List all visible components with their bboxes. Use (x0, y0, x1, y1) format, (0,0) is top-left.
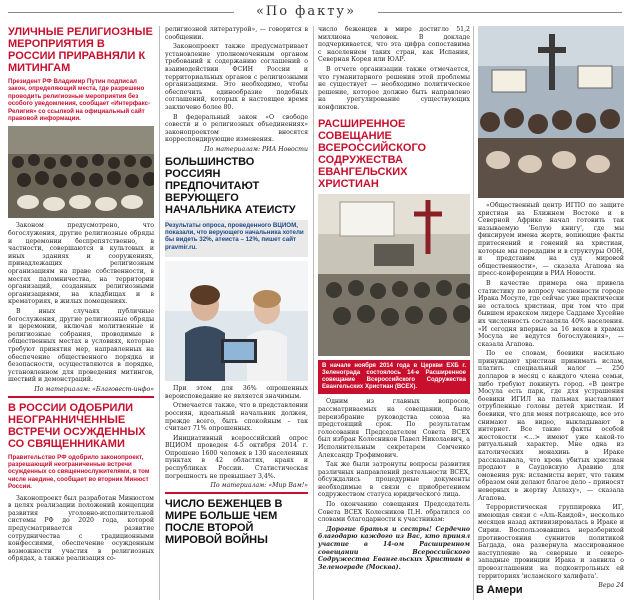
article-paragraph: Законом предусмотрено, что богослужения, другие религиозные обряды и церемонии беспрепятственно, в частности, совершаются в культовых и иных зданиях и сооружениях, принадлежащих религиозным организациям на праве собственности, в местах паломничества, на территории организаций, созданных религиозными организациями, на кладбищах и в крематориях, в жилых помещениях. (8, 222, 154, 306)
source-credit: По материалам: «Благовест-инфо» (34, 385, 154, 393)
article-paragraph: религиозной литературой», — говорится в сообщении. (165, 26, 308, 41)
office-meeting-photo (165, 261, 308, 381)
article-lead: Президент РФ Владимир Путин подписал закон, определяющий места, где разрешено проводить религиозные мероприятия без особого уведомления, сообщает «Интерфакс-Религия» со ссылкой на официальный сайт правовой информации. (8, 78, 151, 123)
article-paragraph: Отмечается также, что в представлении россиян, идеальный начальник должен, прежде всего, быть спокойным – так считает 71% опрошенных. (165, 402, 308, 433)
article-block (165, 492, 308, 546)
source-credit: По материалам: РИА Новости (204, 145, 308, 153)
article-paragraph: Так же были затронуты вопросы развития различных направлений деятельности ВСЕХ, обсуждались процедурные документы необходимые в связи с приобретением содружеством статуса юридического лица. (318, 461, 470, 499)
article-paragraph: Инициативный всероссийский опрос ВЦИОМ проведен 4-5 октября 2014 г. Опрошено 1600 человек в 130 населенных пунктах в 42 областях, краях и республиках России. Статистическая погрешность не превышает 3,4%. (165, 434, 308, 480)
article-headline: ЧИСЛО БЕЖЕНЦЕВ В МИРЕ БОЛЬШЕ ЧЕМ ПОСЛЕ ВТОРОЙ МИРОВОЙ ВОЙНЫ (165, 497, 283, 546)
crowd-prayer-image (8, 126, 154, 218)
article-headline: БОЛЬШИНСТВО РОССИЯН ПРЕДПОЧИТАЮТ ВЕРУЮЩЕГО НАЧАЛЬНИКА АТЕИСТУ (165, 155, 296, 216)
article-paragraph: По ее словам, боевики насильно принуждают христиан принимать ислам, платить специальный налог — 250 долларов в месяц с каждого члена семьи, либо требуют покинуть город. «В центре Мосула есть парк, где для устрашения боевики ИГИЛ на пальмах выставляют отрубленные головы детей христиан. И боевики, что для меня потрясающе, все это снимают на видео, выкладывают в интернет. Все такие факты особой жестокости <...> имеют уже какой-то ритуальный характер. Мне одна из католических монахинь в Ираке рассказывала, что кровь убитых христиан продают в Саудовскую Аравию для омовения рук: исламисты верят, что таким образом они делают благое дело – приносят неверных в жертву Аллаху», — сказала Агапова. (478, 350, 624, 502)
article-paragraph: По окончанию совещания Председатель Совета ВСЕХ Колесников П.Н. обратился со словами благодарности к участникам: (318, 501, 470, 524)
article-paragraph: В качестве примера она привела статистику по вопросу численности городе Ирака Мосуле, где сейчас уже практически не осталось христиан, при том что при бывшем иракском лидере Саддаме Хусейне их численность составляла 40% населения. «И сегодня впервые за 16 веков в храмах Мосула не ведутся богослужения», — сказала Агапова. (478, 279, 624, 348)
article-paragraph: «Общественный центр ИГПО по защите христиан на Ближнем Востоке и в Северной Африке начал готовить так называемую 'Белую книгу', где мы фиксируем имена жертв, вопиющие факты притеснений и гонений на христиан, которые мы передадим и в структуры ООН, и представим на суд мировой общественности», — сказала Агапова на пресс-конференции в РИА Новости. (478, 202, 624, 278)
column-divider (159, 26, 160, 600)
article-headline: УЛИЧНЫЕ РЕЛИГИОЗНЫЕ МЕРОПРИЯТИЯ В РОССИИ ПРИРАВНЯЛИ К МИТИНГАМ (8, 26, 153, 74)
article-paragraph: Законопроект был разработан Минюстом в целях реализации положений концепции развития уголовно-исполнительной системы РФ до 2020 года, которой предусматривается развитие сотрудничества с традиционными конфессиями, обеспечение осужденным возможности участия в религиозных обрядах, а также реализация со- (8, 494, 154, 563)
article-paragraph: При этом для 36% опрошенных вероисповедание не является значимым. (165, 385, 308, 400)
photo-caption: В начале ноября 2014 года в Церкви ЕХБ г. Зеленограда состоялось 14-е Расширенное совещание Всероссийского Содружества Евангельских Христиан (ВСЕХ). (318, 360, 470, 395)
column-3 (318, 26, 470, 573)
article-paragraph: В федеральный закон «О свободе совести и о религиозных объединениях» законопроектом вносятся корреспондирующие изменения. (165, 113, 308, 144)
article-paragraph: В отчете организации также отмечается, что гуманитарного решения этой проблемы не существует — необходимо политическое решение, которое должно быть направлено на урегулирование существующих конфликтов. (318, 65, 470, 111)
column-4 (478, 26, 624, 592)
conference-image (318, 194, 470, 356)
header-rule-left (8, 12, 234, 13)
crowd-prayer-photo (8, 126, 154, 218)
article-headline: В РОССИИ ОДОБРИЛИ НЕОГРАННИЧЕННЫЕ ВСТРЕЧИ ОСУЖДЕННЫХ СО СВЯЩЕННИКАМИ (8, 401, 146, 450)
article-paragraph: число беженцев в мире достигло 51,2 миллиона человек. В докладе подчеркивается, что эта цифра сопоставима с населением таких стран, как Испания, Северная Корея или ЮАР. (318, 26, 470, 64)
column-2 (165, 26, 308, 550)
conference-photo (318, 194, 470, 356)
article-lead: Правительство РФ одобрило законопроект, разрешающий неограниченные встречи осужденных со священнослужителями, в том числе наедине, сообщает во вторник Минюст России. (8, 453, 150, 491)
article-paragraph: Одним из главных вопросов, рассматриваемых на совещании, было переизбрание руководства союза на предстоящий срок. По результатам голосования Председателем Совета ВСЕХ был избран Колесников Павел Николаевич, а Исполнительным секретарем Семченко Александр Трофимович. (318, 398, 470, 459)
section-title: «По факту» (255, 4, 357, 19)
source-credit: По материалам: «Мир Вам!» (210, 482, 308, 490)
next-article-headline: В Амери (476, 584, 523, 596)
column-1 (8, 26, 154, 565)
article-block (8, 396, 154, 563)
article-lead: Результаты опроса, проведенного ВЦИОМ, показали, что верующего начальника хотели бы видеть 32%, атеиста – 12%, пишет сайт pravmir.ru. (165, 221, 304, 251)
quote-paragraph: Дорогие братья и сестры! Сердечно благодарю каждого из Вас, кто принял участие в 14-ом Расширенном совещании Всероссийского Содружества Евангельских Христиан в Зеленограде (Москва). (318, 525, 470, 571)
article-paragraph: В иных случаях публичные богослужения, другие религиозные обряды и церемонии, включая молитвенные и религиозные собрания, проводимые в общественных местах в условиях, которые требуют принятия мер, направленных на обеспечение общественного порядка и безопасности, осуществляются в порядке, установленном для проведения митингов, шествий и демонстраций. (8, 307, 154, 384)
article-headline: РАСШИРЕННОЕ СОВЕЩАНИЕ ВСЕРОССИЙСКОГО СОДРУЖЕСТВА ЕВАНГЕЛЬСКИХ ХРИСТИАН (318, 117, 427, 190)
column-divider (313, 26, 314, 600)
protest-photo (478, 26, 624, 198)
article-paragraph: Террористическая группировка ИГ, имеющая связи с «Аль-Каидой», несколько месяцев назад активизировалась в Ираке и Сирии. Воспользовавшись неразберихой противостояния суннитов политикой Багдада, она развернула массированное наступление на северные и северо-западные провинции Ирака и заявила о провозглашении на подконтрольных ей территориях 'исламского халифата'. (478, 504, 624, 580)
header-rule-right (378, 12, 622, 13)
protest-image (478, 26, 624, 198)
column-divider (473, 26, 474, 600)
section-header (0, 0, 630, 24)
lead-box (165, 220, 308, 258)
source-signature: Вера 24 (598, 582, 624, 590)
office-meeting-image (165, 261, 308, 381)
article-paragraph: Законопроект также предусматривает установление уполномоченным органом требований к содержанию соглашений о взаимодействии ФСИН России и территориальных органов с религиозными организациями. Это необходимо, чтобы обеспечить единообразие подобных соглашений, которых в настоящее время заключено более 80. (165, 43, 308, 111)
